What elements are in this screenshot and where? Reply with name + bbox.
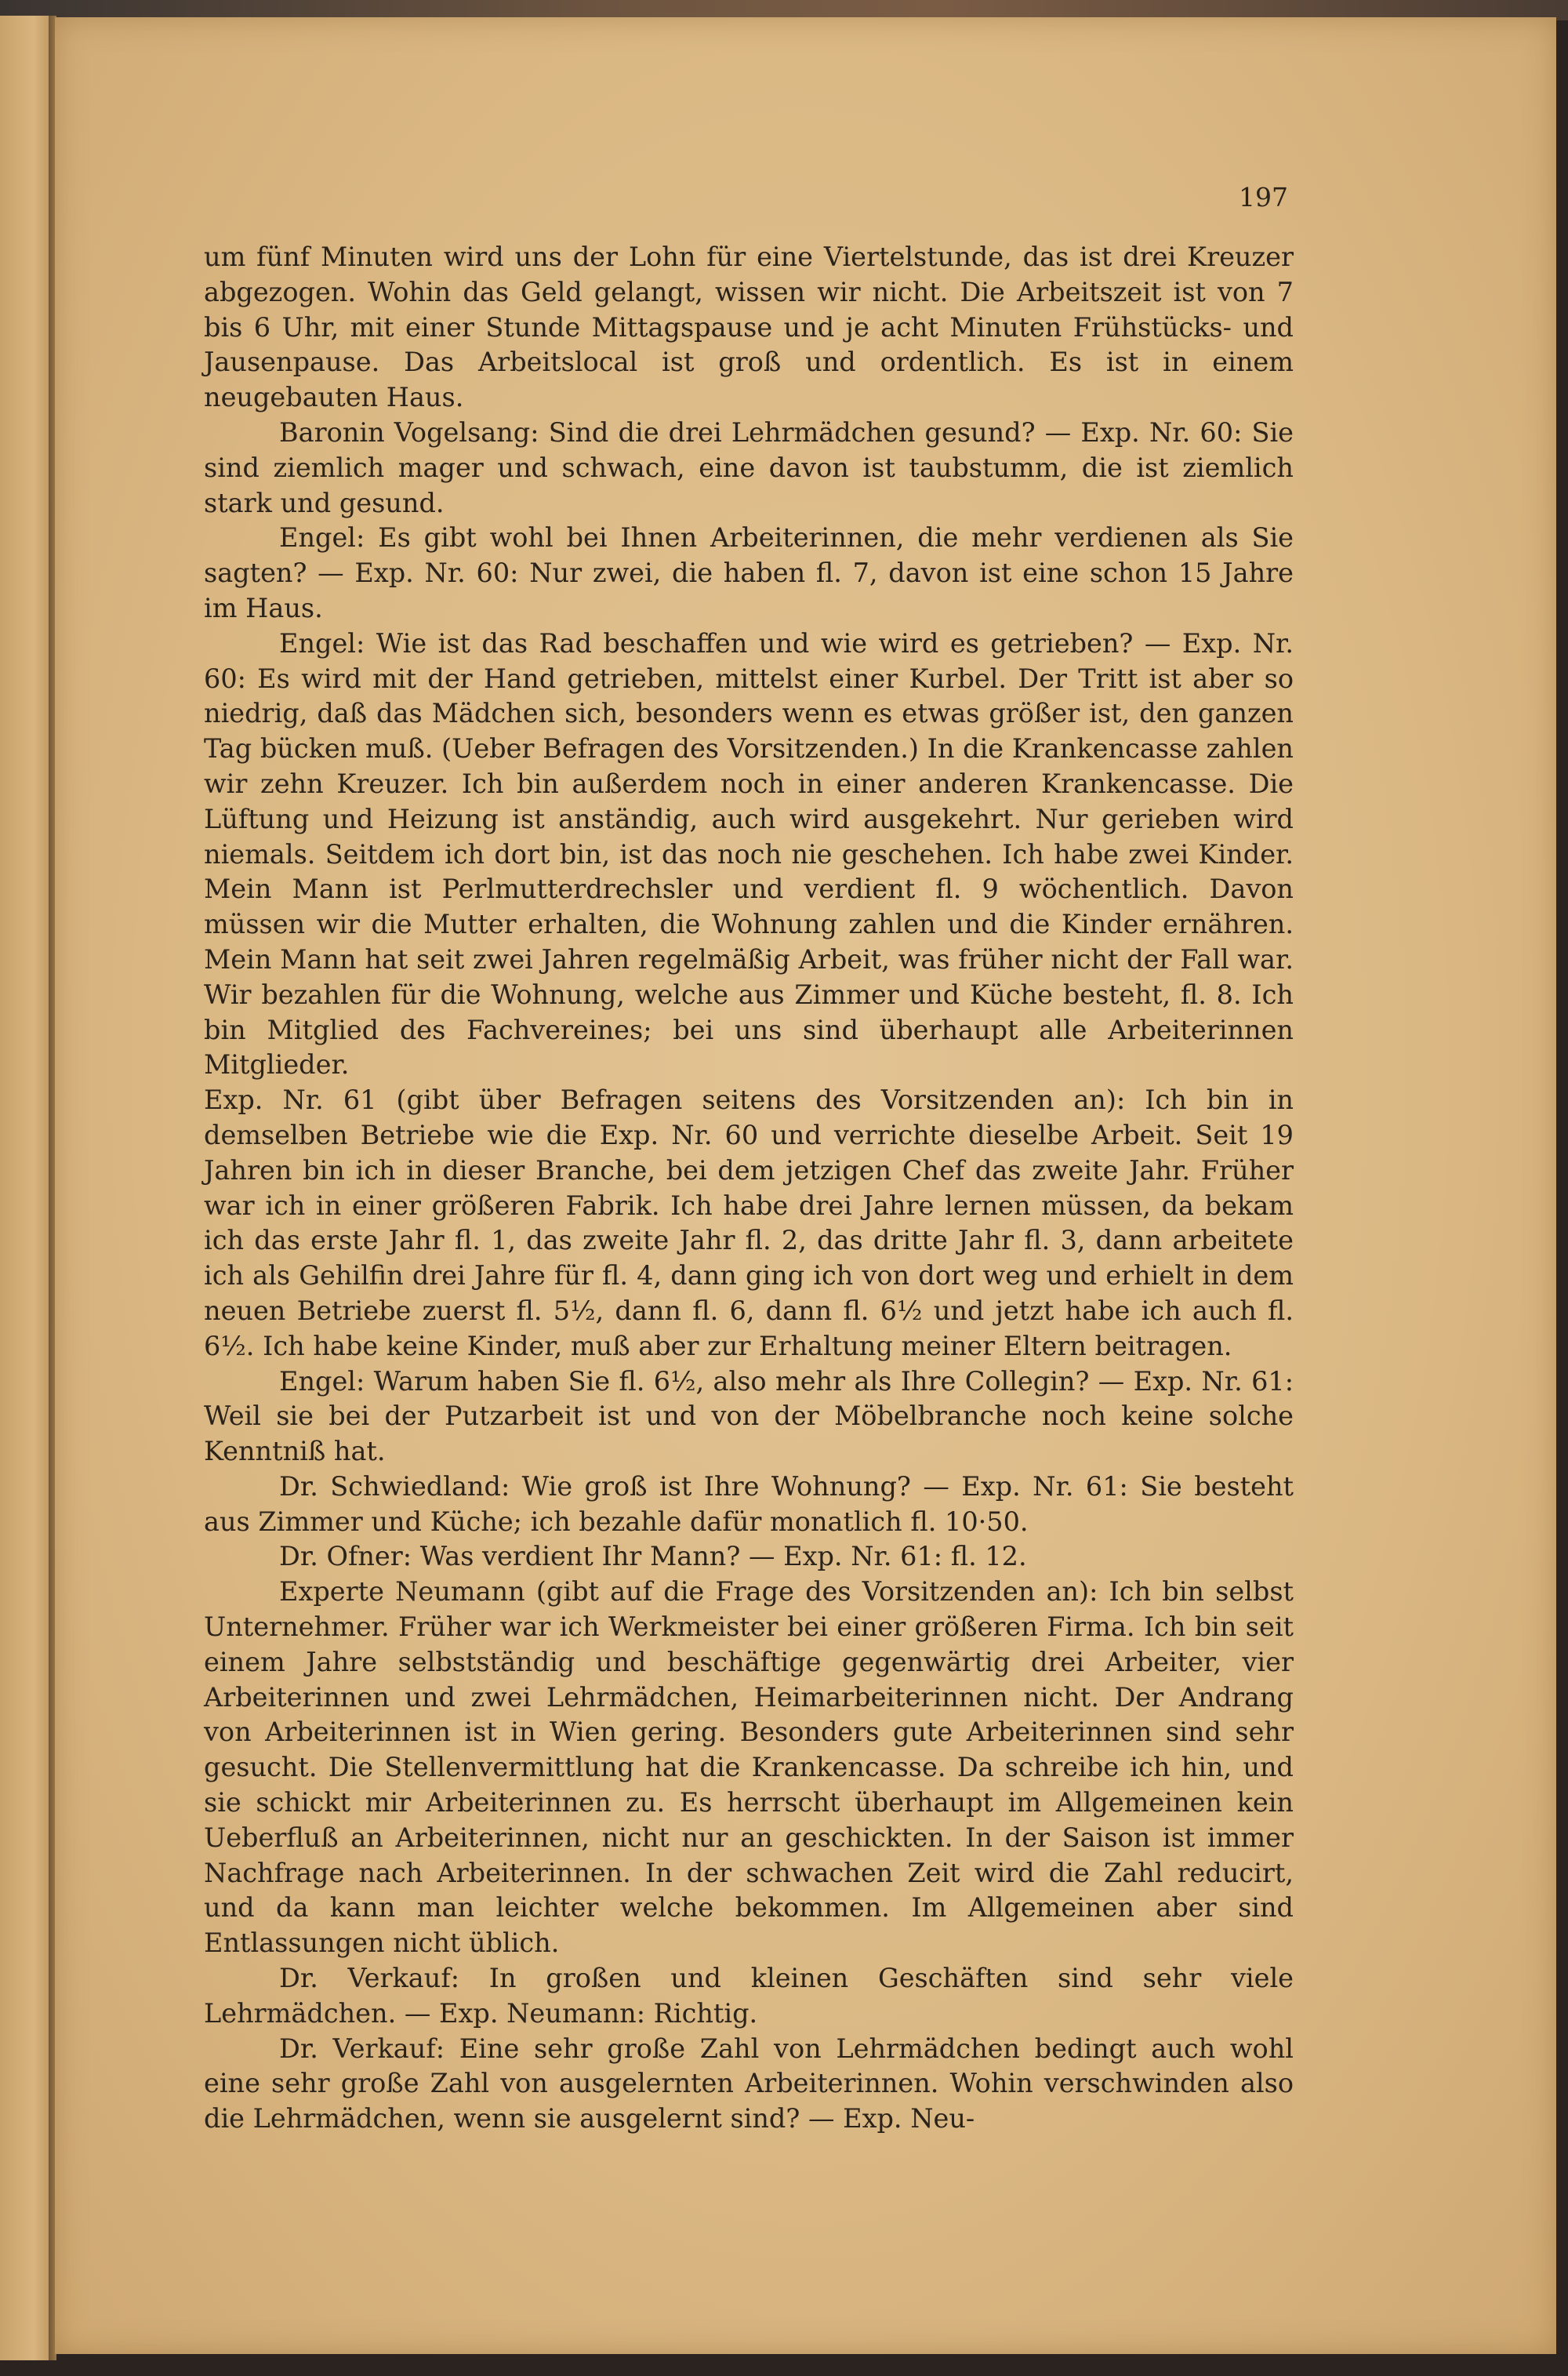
page-number: 197 <box>1239 182 1288 213</box>
paragraph-1: um fünf Minuten wird uns der Lohn für eine Viertelstunde, das ist drei Kreuzer abgezogen. Wohin das Geld gelangt, wissen wir nicht. Die Arbeitszeit ist von 7 bis 6 Uhr, mit einer Stunde Mittagspause und je acht Minuten Frühstücks- und Jausenpause. Das Arbeitslocal ist groß und ordentlich. Es ist in einem neugebauten Haus. <box>204 242 1294 413</box>
paragraph-9: Experte Neumann (gibt auf die Frage des Vorsitzenden an): Ich bin selbst Unternehmer. Früher war ich Werkmeister bei einer größeren Firma. Ich bin seit einem Jahre selbstständig und beschäftige gegenwärtig drei Arbeiter, vier Arbeiterinnen und zwei Lehrmädchen, Heimarbeiterinnen nicht. Der Andrang von Arbeiterinnen ist in Wien gering. Besonders gute Arbeiterinnen sind sehr gesucht. Die Stellenvermittlung hat die Krankencasse. Da schreibe ich hin, und sie schickt mir Arbeiterinnen zu. Es herrscht überhaupt im Allgemeinen kein Ueberfluß an Arbeiterinnen, nicht nur an geschickten. In der Saison ist immer Nachfrage nach Arbeiterinnen. In der schwachen Zeit wird die Zahl reducirt, und da kann man leichter welche bekommen. Im Allgemeinen aber sind Entlassungen nicht üblich. <box>204 1576 1294 1959</box>
paragraph-2: Baronin Vogelsang: Sind die drei Lehrmädchen gesund? — Exp. Nr. 60: Sie sind ziemlich mager und schwach, eine davon ist taubstumm, die ist ziemlich stark und gesund. <box>204 416 1294 518</box>
paragraph-3: Engel: Es gibt wohl bei Ihnen Arbeiterinnen, die mehr verdienen als Sie sagten? — Exp. Nr. 60: Nur zwei, die haben fl. 7, davon ist eine schon 15 Jahre im Haus. <box>204 522 1294 623</box>
paragraph-5: Exp. Nr. 61 (gibt über Befragen seitens des Vorsitzenden an): Ich bin in demselben Betriebe wie die Exp. Nr. 60 und verrichte dieselbe Arbeit. Seit 19 Jahren bin ich in dieser Branche, bei dem jetzigen Chef das zweite Jahr. Früher war ich in einer größeren Fabrik. Ich habe drei Jahre lernen müssen, da bekam ich das erste Jahr fl. 1, das zweite Jahr fl. 2, das dritte Jahr fl. 3, dann arbeitete ich als Gehilfin drei Jahre für fl. 4, dann ging ich von dort weg und erhielt in dem neuen Betriebe zuerst fl. 5½, dann fl. 6, dann fl. 6½ und jetzt habe ich auch fl. 6½. Ich habe keine Kinder, muß aber zur Erhaltung meiner Eltern beitragen. <box>204 1084 1294 1361</box>
paragraph-4: Engel: Wie ist das Rad beschaffen und wie wird es getrieben? — Exp. Nr. 60: Es wird mit der Hand getrieben, mittelst einer Kurbel. Der Tritt ist aber so niedrig, daß das Mädchen sich, besonders wenn es etwas größer ist, den ganzen Tag bücken muß. (Ueber Befragen des Vorsitzenden.) In die Krankencasse zahlen wir zehn Kreuzer. Ich bin außerdem noch in einer anderen Krankencasse. Die Lüftung und Heizung ist anständig, auch wird ausgekehrt. Nur gerieben wird niemals. Seitdem ich dort bin, ist das noch nie geschehen. Ich habe zwei Kinder. Mein Mann ist Perlmutterdrechsler und verdient fl. 9 wöchentlich. Davon müssen wir die Mutter erhalten, die Wohnung zahlen und die Kinder ernähren. Mein Mann hat seit zwei Jahren regelmäßig Arbeit, was früher nicht der Fall war. Wir bezahlen für die Wohnung, welche aus Zimmer und Küche besteht, fl. 8. Ich bin Mitglied des Fachvereines; bei uns sind überhaupt alle Arbeiterinnen Mitglieder. <box>204 627 1294 1081</box>
page-text <box>204 240 1294 2137</box>
paragraph-11: Dr. Verkauf: Eine sehr große Zahl von Lehrmädchen bedingt auch wohl eine sehr große Zahl von ausgelernten Arbeiterinnen. Wohin verschwinden also die Lehrmädchen, wenn sie ausgelernt sind? — Exp. Neu- <box>204 2033 1294 2134</box>
paragraph-7: Dr. Schwiedland: Wie groß ist Ihre Wohnung? — Exp. Nr. 61: Sie besteht aus Zimmer und Küche; ich bezahle dafür monatlich fl. 10·50. <box>204 1470 1294 1537</box>
paragraph-10: Dr. Verkauf: In großen und kleinen Geschäften sind sehr viele Lehrmädchen. — Exp. Neumann: Richtig. <box>204 1963 1294 2029</box>
paragraph-6: Engel: Warum haben Sie fl. 6½, also mehr als Ihre Collegin? — Exp. Nr. 61: Weil sie bei der Putzarbeit ist und von der Möbelbranche noch keine solche Kenntniß hat. <box>204 1365 1294 1467</box>
paragraph-8: Dr. Ofner: Was verdient Ihr Mann? — Exp. Nr. 61: fl. 12. <box>279 1541 1027 1572</box>
